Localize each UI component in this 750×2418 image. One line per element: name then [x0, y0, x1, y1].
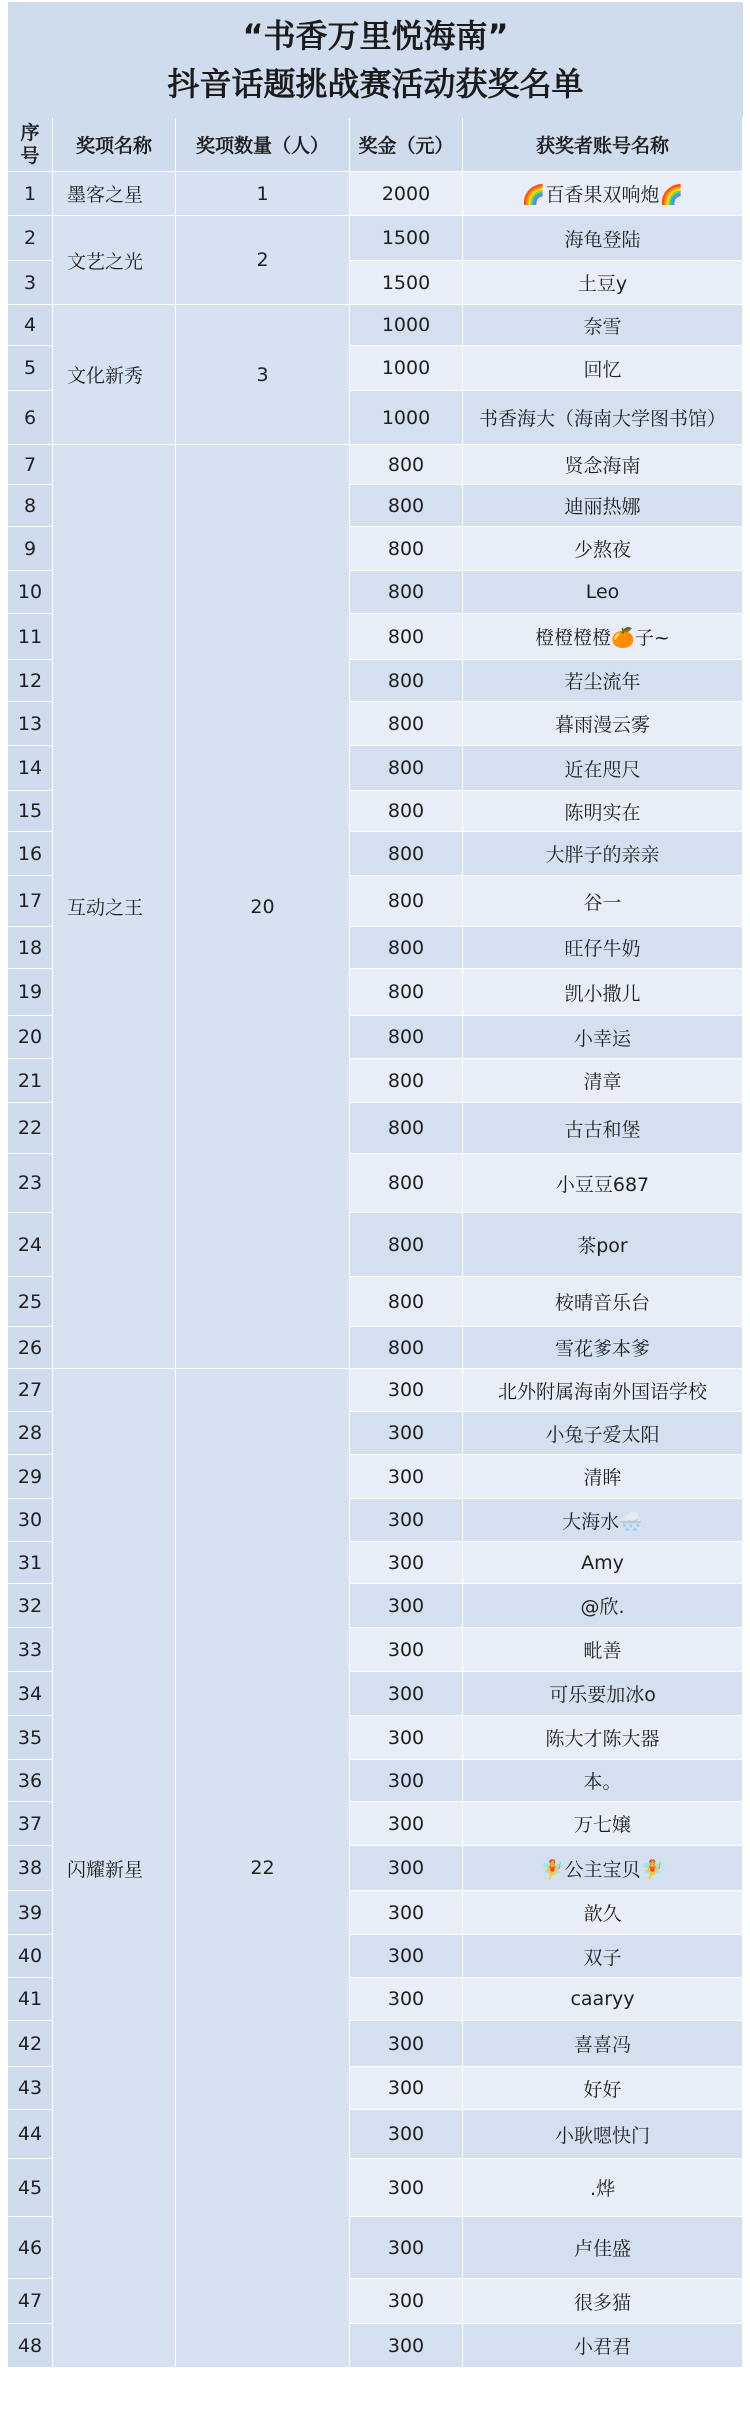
row-winner: 陈大才陈大器: [463, 1716, 743, 1760]
row-winner: 卢佳盛: [463, 2217, 743, 2279]
row-seq: 47: [8, 2279, 53, 2324]
row-seq: 40: [8, 1935, 53, 1978]
group-quantity: 20: [176, 445, 350, 1369]
row-prize: 1500: [350, 261, 463, 305]
row-winner: 小耿嗯快门: [463, 2110, 743, 2159]
row-prize: 300: [350, 1716, 463, 1760]
row-seq: 3: [8, 261, 53, 305]
row-winner: 大海水🌨️: [463, 1499, 743, 1542]
header-prize: 奖金（元）: [350, 118, 463, 172]
row-seq: 18: [8, 927, 53, 969]
title-block: [8, 2, 744, 118]
row-seq: 19: [8, 969, 53, 1016]
row-prize: 800: [350, 927, 463, 969]
row-seq: 45: [8, 2159, 53, 2217]
row-winner: 凯小撒儿: [463, 969, 743, 1016]
row-prize: 800: [350, 1154, 463, 1213]
group-award-name: 文化新秀: [53, 305, 176, 445]
row-prize: 300: [350, 1935, 463, 1978]
row-seq: 16: [8, 832, 53, 876]
row-prize: 800: [350, 614, 463, 660]
row-winner: 小兔子爱太阳: [463, 1412, 743, 1455]
title-line-1: “书香万里悦海南”: [242, 17, 509, 55]
row-winner: Leo: [463, 571, 743, 614]
row-winner: 北外附属海南外国语学校: [463, 1369, 743, 1412]
row-winner: 海龟登陆: [463, 216, 743, 261]
row-prize: 300: [350, 2324, 463, 2368]
row-winner: 清章: [463, 1059, 743, 1103]
row-seq: 14: [8, 746, 53, 791]
group-quantity: 2: [176, 216, 350, 305]
row-prize: 300: [350, 2110, 463, 2159]
row-winner: 土豆y: [463, 261, 743, 305]
row-prize: 2000: [350, 172, 463, 216]
row-prize: 300: [350, 1672, 463, 1716]
row-seq: 28: [8, 1412, 53, 1455]
row-winner: 雪花爹本爹: [463, 1327, 743, 1369]
row-seq: 31: [8, 1542, 53, 1584]
row-seq: 11: [8, 614, 53, 660]
row-winner: 书香海大（海南大学图书馆）: [463, 391, 743, 445]
row-winner: 🧚公主宝贝🧚: [463, 1846, 743, 1891]
row-seq: 7: [8, 445, 53, 485]
row-prize: 300: [350, 2159, 463, 2217]
row-prize: 300: [350, 1891, 463, 1935]
title-line-2: 抖音话题挑战赛活动获奖名单: [167, 65, 584, 103]
row-seq: 2: [8, 216, 53, 261]
row-seq: 36: [8, 1760, 53, 1802]
row-seq: 8: [8, 485, 53, 527]
group-award-name: 文艺之光: [53, 216, 176, 305]
row-seq: 46: [8, 2217, 53, 2279]
row-winner: 茶por: [463, 1213, 743, 1277]
row-prize: 800: [350, 445, 463, 485]
header-seq-seq_line1: 序: [20, 121, 40, 144]
group-award-name: 墨客之星: [53, 172, 176, 216]
row-winner: 🌈百香果双响炮🌈: [463, 172, 743, 216]
row-winner: 歆久: [463, 1891, 743, 1935]
header-winner: 获奖者账号名称: [463, 118, 743, 172]
group-award-name: 闪耀新星: [53, 1369, 176, 2368]
row-prize: 1000: [350, 305, 463, 346]
row-seq: 24: [8, 1213, 53, 1277]
row-prize: 300: [350, 1542, 463, 1584]
row-prize: 300: [350, 1499, 463, 1542]
row-prize: 800: [350, 485, 463, 527]
row-winner: @欣.: [463, 1584, 743, 1628]
row-prize: 800: [350, 571, 463, 614]
row-seq: 6: [8, 391, 53, 445]
row-prize: 800: [350, 1103, 463, 1154]
row-winner: 大胖子的亲亲: [463, 832, 743, 876]
row-winner: 谷一: [463, 876, 743, 927]
row-winner: 双子: [463, 1935, 743, 1978]
row-seq: 44: [8, 2110, 53, 2159]
row-seq: 13: [8, 702, 53, 746]
row-prize: 1000: [350, 346, 463, 391]
row-prize: 800: [350, 1059, 463, 1103]
row-prize: 300: [350, 1412, 463, 1455]
row-winner: 万七嬢: [463, 1802, 743, 1846]
group-quantity: 1: [176, 172, 350, 216]
row-seq: 27: [8, 1369, 53, 1412]
row-winner: 毗善: [463, 1628, 743, 1672]
row-prize: 800: [350, 791, 463, 832]
row-winner: 奈雪: [463, 305, 743, 346]
row-seq: 12: [8, 660, 53, 702]
row-winner: 本。: [463, 1760, 743, 1802]
row-prize: 800: [350, 660, 463, 702]
row-winner: 桉晴音乐台: [463, 1277, 743, 1327]
row-seq: 48: [8, 2324, 53, 2368]
row-seq: 5: [8, 346, 53, 391]
row-seq: 38: [8, 1846, 53, 1891]
row-winner: Amy: [463, 1542, 743, 1584]
row-prize: 300: [350, 2021, 463, 2067]
header-quantity: 奖项数量（人）: [176, 118, 350, 172]
header-seq: [8, 118, 53, 172]
header-seq-seq_line2: 号: [20, 144, 40, 167]
row-winner: 橙橙橙橙🍊子~: [463, 614, 743, 660]
row-prize: 300: [350, 1802, 463, 1846]
row-seq: 35: [8, 1716, 53, 1760]
row-winner: 喜喜冯: [463, 2021, 743, 2067]
row-winner: 旺仔牛奶: [463, 927, 743, 969]
row-prize: 800: [350, 1327, 463, 1369]
row-winner: 小幸运: [463, 1016, 743, 1059]
row-seq: 23: [8, 1154, 53, 1213]
group-award-name: 互动之王: [53, 445, 176, 1369]
row-winner: 陈明实在: [463, 791, 743, 832]
row-seq: 10: [8, 571, 53, 614]
row-seq: 29: [8, 1455, 53, 1499]
row-seq: 33: [8, 1628, 53, 1672]
row-prize: 800: [350, 702, 463, 746]
row-winner: 若尘流年: [463, 660, 743, 702]
row-prize: 300: [350, 2067, 463, 2110]
row-prize: 300: [350, 2217, 463, 2279]
row-winner: 很多猫: [463, 2279, 743, 2324]
row-seq: 32: [8, 1584, 53, 1628]
row-prize: 800: [350, 746, 463, 791]
row-winner: 贤念海南: [463, 445, 743, 485]
row-seq: 25: [8, 1277, 53, 1327]
row-seq: 1: [8, 172, 53, 216]
row-prize: 800: [350, 876, 463, 927]
row-seq: 20: [8, 1016, 53, 1059]
row-winner: 小君君: [463, 2324, 743, 2368]
row-seq: 34: [8, 1672, 53, 1716]
row-winner: 近在咫尺: [463, 746, 743, 791]
row-seq: 30: [8, 1499, 53, 1542]
row-winner: 古古和堡: [463, 1103, 743, 1154]
row-prize: 800: [350, 969, 463, 1016]
row-seq: 41: [8, 1978, 53, 2021]
row-seq: 9: [8, 527, 53, 571]
row-prize: 300: [350, 1584, 463, 1628]
row-prize: 300: [350, 1760, 463, 1802]
row-winner: 清眸: [463, 1455, 743, 1499]
row-prize: 300: [350, 1369, 463, 1412]
row-seq: 26: [8, 1327, 53, 1369]
row-prize: 300: [350, 1978, 463, 2021]
row-seq: 39: [8, 1891, 53, 1935]
row-winner: 回忆: [463, 346, 743, 391]
row-winner: caaryy: [463, 1978, 743, 2021]
row-winner: 小豆豆687: [463, 1154, 743, 1213]
row-winner: .烨: [463, 2159, 743, 2217]
row-prize: 800: [350, 527, 463, 571]
row-prize: 800: [350, 1277, 463, 1327]
row-winner: 可乐要加冰o: [463, 1672, 743, 1716]
row-seq: 21: [8, 1059, 53, 1103]
row-prize: 800: [350, 1213, 463, 1277]
row-winner: 少熬夜: [463, 527, 743, 571]
row-winner: 迪丽热娜: [463, 485, 743, 527]
row-seq: 42: [8, 2021, 53, 2067]
row-prize: 300: [350, 1846, 463, 1891]
group-quantity: 3: [176, 305, 350, 445]
row-winner: 好好: [463, 2067, 743, 2110]
row-prize: 1000: [350, 391, 463, 445]
group-quantity: 22: [176, 1369, 350, 2368]
row-seq: 15: [8, 791, 53, 832]
row-prize: 800: [350, 1016, 463, 1059]
row-seq: 43: [8, 2067, 53, 2110]
row-prize: 300: [350, 1455, 463, 1499]
row-seq: 22: [8, 1103, 53, 1154]
header-award: 奖项名称: [53, 118, 176, 172]
row-seq: 17: [8, 876, 53, 927]
row-prize: 300: [350, 2279, 463, 2324]
row-prize: 1500: [350, 216, 463, 261]
row-prize: 300: [350, 1628, 463, 1672]
row-seq: 37: [8, 1802, 53, 1846]
row-seq: 4: [8, 305, 53, 346]
row-winner: 暮雨漫云雾: [463, 702, 743, 746]
row-prize: 800: [350, 832, 463, 876]
